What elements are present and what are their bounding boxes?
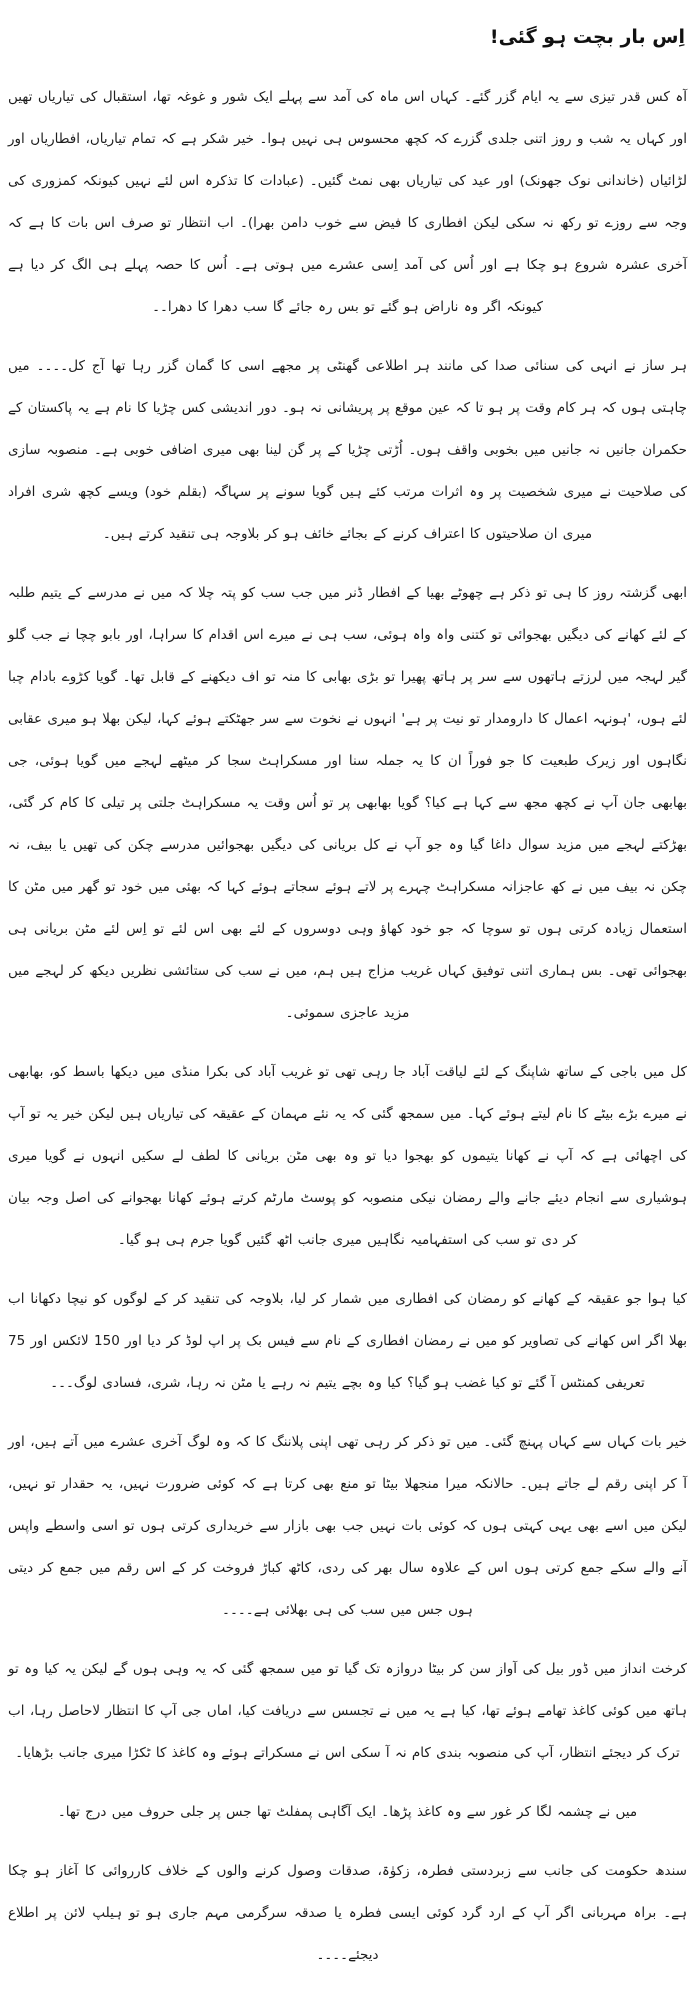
article-body xyxy=(8,76,687,1976)
paragraph: کل میں باجی کے ساتھ شاپنگ کے لئے لیاقت آباد جا رہی تھی تو غریب آباد کی بکرا منڈی میں دیکھا باسط کو، بھابھی نے میرے بڑے بیٹے کا نام لیتے ہوئے کہا۔ میں سمجھ گئی کہ یہ نئے مہمان کے عقیقہ کی تیاریاں ہیں لیکن خیر یہ تو آپ کی اچھائی ہے کہ آپ نے کھانا یتیموں کو بھجوا دیا تو وہ بھی مٹن بریانی کا لطف لے سکیں انہوں نے گویا میری ہوشیاری سے انجام دیئے جانے والے رمضان نیکی منصوبہ کو پوسٹ مارٹم کرتے ہوئے کھانا بھجوانے کی اصل وجہ بیان کر دی تو سب کی استفہامیہ نگاہیں میری جانب اٹھ گئیں گویا جرم ہی ہو گیا۔ xyxy=(8,1064,687,1249)
paragraph: سندھ حکومت کی جانب سے زبردستی فطرہ، زکوٰۃ، صدقات وصول کرنے والوں کے خلاف کارروائی کا آغاز ہو چکا ہے۔ براہ مہربانی اگر آپ کے ارد گرد کوئی ایسی فطرہ یا صدقہ سرگرمی مہم جاری ہو تو ہیلپ لائن پر اطلاع دیجئے۔۔۔۔ xyxy=(8,1863,687,1964)
paragraph: خیر بات کہاں سے کہاں پہنچ گئی۔ میں تو ذکر کر رہی تھی اپنی پلاننگ کا کہ وہ لوگ آخری عشرے میں آتے ہیں، اور آ کر اپنی رقم لے جاتے ہیں۔ حالانکہ میرا منجھلا بیٹا تو منع بھی کرتا ہے کہ کوئی ضرورت نہیں، یہ حقدار تو نہیں، لیکن میں اسے بھی یہی کہتی ہوں کہ کوئی بات نہیں جب بھی بازار سے خریداری کرتی ہوں تو اسی واسطے واپس آنے والے سکے جمع کرتی ہوں اس کے علاوہ سال بھر کی ردی، کاٹھ کباڑ فروخت کر کے اس رقم میں جمع کر دیتی ہوں جس میں سب کی ہی بھلائی ہے۔۔۔۔ xyxy=(8,1434,687,1619)
paragraph: کرخت انداز میں ڈور بیل کی آواز سن کر بیٹا دروازہ تک گیا تو میں سمجھ گئی کہ یہ وہی ہوں گے لیکن یہ کیا وہ تو ہاتھ میں کوئی کاغذ تھامے ہوئے تھا، کیا ہے یہ میں نے تجسس سے دریافت کیا، اماں جی آپ کا انتظار لاحاصل رہا، اب ترک کر دیجئے انتظار، آپ کی منصوبہ بندی کام نہ آ سکی اس نے مسکراتے ہوئے وہ کاغذ کا ٹکڑا میری جانب بڑھایا۔ xyxy=(8,1661,687,1762)
article-title: اِس بار بچت ہو گئی! xyxy=(489,26,685,48)
paragraph: کیا ہوا جو عقیقہ کے کھانے کو رمضان کی افطاری میں شمار کر لیا، بلاوجہ کی تنقید کر کے لوگوں کو نیچا دکھانا اب بھلا اگر اس کھانے کی تصاویر کو میں نے رمضان افطاری کے نام سے فیس بک پر اپ لوڈ کر دیا اور 150 لائکس اور 75 تعریفی کمنٹس آ گئے تو کیا غضب ہو گیا؟ کیا وہ بچے یتیم نہ رہے یا مٹن نہ رہا، شری، فسادی لوگ۔۔۔ xyxy=(8,1291,687,1392)
paragraph: آہ کس قدر تیزی سے یہ ایام گزر گئے۔ کہاں اس ماہ کی آمد سے پہلے ایک شور و غوغہ تھا، استقبال کی تیاریاں تھیں اور کہاں یہ شب و روز اتنی جلدی گزرے کہ کچھ محسوس ہی نہیں ہوا۔ خیر شکر ہے کہ تمام تیاریاں، افطاریاں اور لڑائیاں (خاندانی نوک جھونک) اور عید کی تیاریاں بھی نمٹ گئیں۔ (عبادات کا تذکرہ اس لئے نہیں کیونکہ کمزوری کی وجہ سے روزے تو رکھ نہ سکی لیکن افطاری کا فیض سے خوب دامن بھرا)۔ اب انتظار تو صرف اس بات کا ہے کہ آخری عشرہ شروع ہو چکا ہے اور اُس کی آمد اِسی عشرے میں ہوتی ہے۔ اُس کا حصہ پہلے ہی الگ کر دیا ہے کیونکہ اگر وہ ناراض ہو گئے تو بس رہ جائے گا سب دھرا کا دھرا۔۔ xyxy=(8,89,687,316)
paragraph: ہر ساز نے انہی کی سنائی صدا کی مانند ہر اطلاعی گھنٹی پر مجھے اسی کا گمان گزر رہا تھا آج کل۔۔۔۔ میں چاہتی ہوں کہ ہر کام وقت پر ہو تا کہ عین موقع پر پریشانی نہ ہو۔ دور اندیشی کس چڑیا کا نام ہے یہ پاکستان کے حکمران جانیں نہ جانیں میں بخوبی واقف ہوں۔ اُڑتی چڑیا کے پر گن لینا بھی میری اضافی خوبی ہے۔ منصوبہ سازی کی صلاحیت نے میری شخصیت پر وہ اثرات مرتب کئے ہیں گویا سونے پر سہاگہ (بقلم خود) ویسے کچھ شری افراد میری ان صلاحیتوں کا اعتراف کرنے کے بجائے خائف ہو کر بلاوجہ ہی تنقید کرتے ہیں۔ xyxy=(8,358,687,543)
paragraph: ابھی گزشتہ روز کا ہی تو ذکر ہے چھوٹے بھیا کے افطار ڈنر میں جب سب کو پتہ چلا کہ میں نے مدرسے کے یتیم طلبہ کے لئے کھانے کی دیگیں بھجوائی تو کتنی واہ واہ ہوئی، سب ہی نے میرے اس اقدام کا سراہا، اور بابو چچا نے جب گلو گیر لہجہ میں لرزتے ہاتھوں سے سر پر ہاتھ پھیرا تو بڑی بھابی کا منہ تو اف دیکھنے کے قابل تھا۔ گویا کڑوے بادام چبا لئے ہوں، 'ہونہہ اعمال کا دارومدار تو نیت پر ہے' انہوں نے نخوت سے سر جھٹکتے ہوئے کہا، لیکن بھلا ہو میری عقابی نگاہوں اور زیرک طبعیت کا جو فوراً ان کا یہ جملہ سنا اور مسکراہٹ سجا کر میٹھے لہجے میں گویا ہوئی، جی بھابھی جان آپ نے کچھ مجھ سے کہا ہے کیا؟ گویا بھابھی پر تو اُس وقت یہ مسکراہٹ جلتی پر تیلی کا کام کر گئی، بھڑکتے لہجے میں مزید سوال داغا گیا وہ جو آپ نے کل بریانی کی دیگیں بھجوائیں مدرسے چکن کی تھیں یا بیف، نہ چکن نہ بیف میں نے کھ عاجزانہ مسکراہٹ چہرے پر لاتے ہوئے سجاتے ہوئے کہا کہ بھئی میں خود تو گھر میں مٹن کا استعمال زیادہ کرتی ہوں تو سوچا کہ جو خود کھاؤ وہی دوسروں کے لئے بھی اس لئے تو اِس لئے مٹن بریانی ہی بھجوائی تھی۔ بس ہماری اتنی توفیق کہاں غریب مزاج ہیں ہم، میں نے سب کی ستائشی نظریں دیکھ کر لہجے میں مزید عاجزی سموئی۔ xyxy=(8,585,687,1022)
paragraph: میں نے چشمہ لگا کر غور سے وہ کاغذ پڑھا۔ ایک آگاہی پمفلٹ تھا جس پر جلی حروف میں درج تھا۔ xyxy=(57,1804,638,1821)
